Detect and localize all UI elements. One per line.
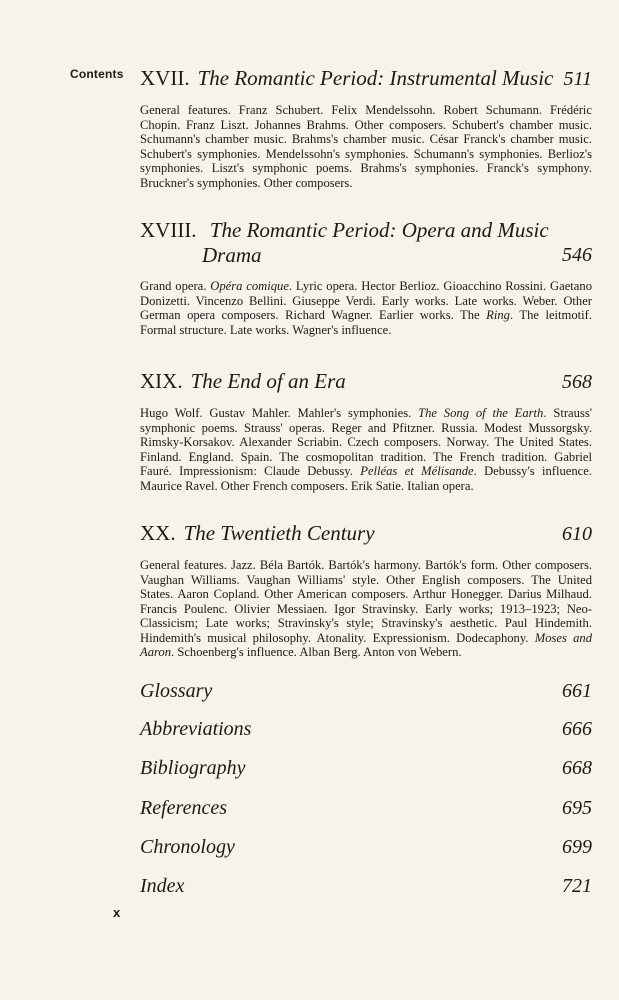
back-matter-page: 668: [562, 757, 592, 779]
chapter-heading: [140, 369, 592, 395]
back-matter-label: Glossary: [140, 680, 213, 702]
back-matter-entry: [140, 797, 592, 820]
back-matter-entry: [140, 680, 592, 703]
chapter-numeral: XX.: [140, 521, 176, 545]
chapter-entry: [140, 369, 592, 493]
chapter-heading: [140, 521, 592, 547]
chapter-heading: [140, 218, 592, 268]
chapter-page: 546: [562, 244, 592, 266]
chapter-description: Hugo Wolf. Gustav Mahler. Mahler's symphonies. The Song of the Earth. Strauss' symphonic poems. Strauss' operas. Reger and Pfitzner. Russia. Modest Mussorgsky. Rimsky-Korsakov. Alexander Scriabin. Czech composers. Norway. The United States. Finland. England. Spain. The cosmopolitan tradition. The French tradition. Gabriel Fauré. Impressionism: Claude Debussy. Pelléas et Mélisande. Debussy's influence. Maurice Ravel. Other French composers. Erik Satie. Italian opera.: [140, 406, 592, 493]
chapter-heading: [140, 66, 592, 92]
chapter-page: 568: [562, 371, 592, 393]
back-matter-label: Chronology: [140, 836, 235, 858]
chapter-entry: [140, 218, 592, 337]
back-matter-label: Index: [140, 875, 185, 897]
page-number: x: [113, 905, 121, 920]
chapter-description: General features. Jazz. Béla Bartók. Bartók's harmony. Bartók's form. Other composers. Vaughan Williams. Vaughan Williams' style. Other English composers. The United States. Aaron Copland. Other American composers. Arthur Honegger. Darius Milhaud. Francis Poulenc. Olivier Messiaen. Igor Stravinsky. Early works; 1913–1923; Neo-Classicism; Late works; Stravinsky's style; Stravinsky's aesthetic. Paul Hindemith. Hindemith's musical philosophy. Atonality. Expressionism. Dodecaphony. Moses and Aaron. Schoenberg's influence. Alban Berg. Anton von Webern.: [140, 558, 593, 659]
back-matter-page: 695: [562, 797, 592, 819]
chapter-title: The Twentieth Century: [183, 521, 375, 545]
back-matter-page: 661: [562, 680, 592, 702]
chapter-title: The Romantic Period: Opera and Music: [209, 218, 549, 242]
chapter-numeral: XIX.: [140, 369, 183, 393]
back-matter-entry: [140, 718, 592, 741]
chapter-title: The Romantic Period: Instrumental Music: [197, 66, 554, 90]
back-matter-label: Bibliography: [140, 757, 246, 779]
chapter-description: General features. Franz Schubert. Felix Mendelssohn. Robert Schumann. Frédéric Chopin. Franz Liszt. Johannes Brahms. Other composers. Schubert's chamber music. Schumann's chamber music. Brahms's chamber music. César Franck's chamber music. Schubert's symphonies. Mendelssohn's symphonies. Schumann's symphonies. Berlioz's symphonies. Liszt's symphonic poems. Brahms's symphonies. Franck's symphony. Bruckner's symphonies. Other composers.: [140, 103, 592, 190]
back-matter-page: 666: [562, 718, 592, 740]
chapter-entry: [140, 66, 592, 190]
back-matter-entry: [140, 836, 592, 859]
chapter-description: Grand opera. Opéra comique. Lyric opera. Hector Berlioz. Gioacchino Rossini. Gaetano Donizetti. Vincenzo Bellini. Giuseppe Verdi. Early works. Late works. Weber. Other German opera composers. Richard Wagner. Earlier works. The Ring. The leitmotif. Formal structure. Late works. Wagner's influence.: [140, 279, 592, 337]
back-matter-label: Abbreviations: [140, 718, 252, 740]
chapter-title: The End of an Era: [190, 369, 346, 393]
chapter-entry: [140, 521, 592, 660]
chapter-title-continued: Drama: [202, 243, 262, 267]
back-matter-page: 699: [562, 836, 592, 858]
back-matter-entry: [140, 757, 592, 780]
chapter-numeral: XVII.: [140, 66, 190, 90]
chapter-page: 610: [562, 523, 592, 545]
chapter-page: 511: [563, 68, 592, 90]
back-matter-entry: [140, 875, 592, 898]
chapter-numeral: XVIII.: [140, 218, 197, 242]
back-matter-label: References: [140, 797, 227, 819]
section-label: Contents: [70, 67, 124, 81]
back-matter-page: 721: [562, 875, 592, 897]
